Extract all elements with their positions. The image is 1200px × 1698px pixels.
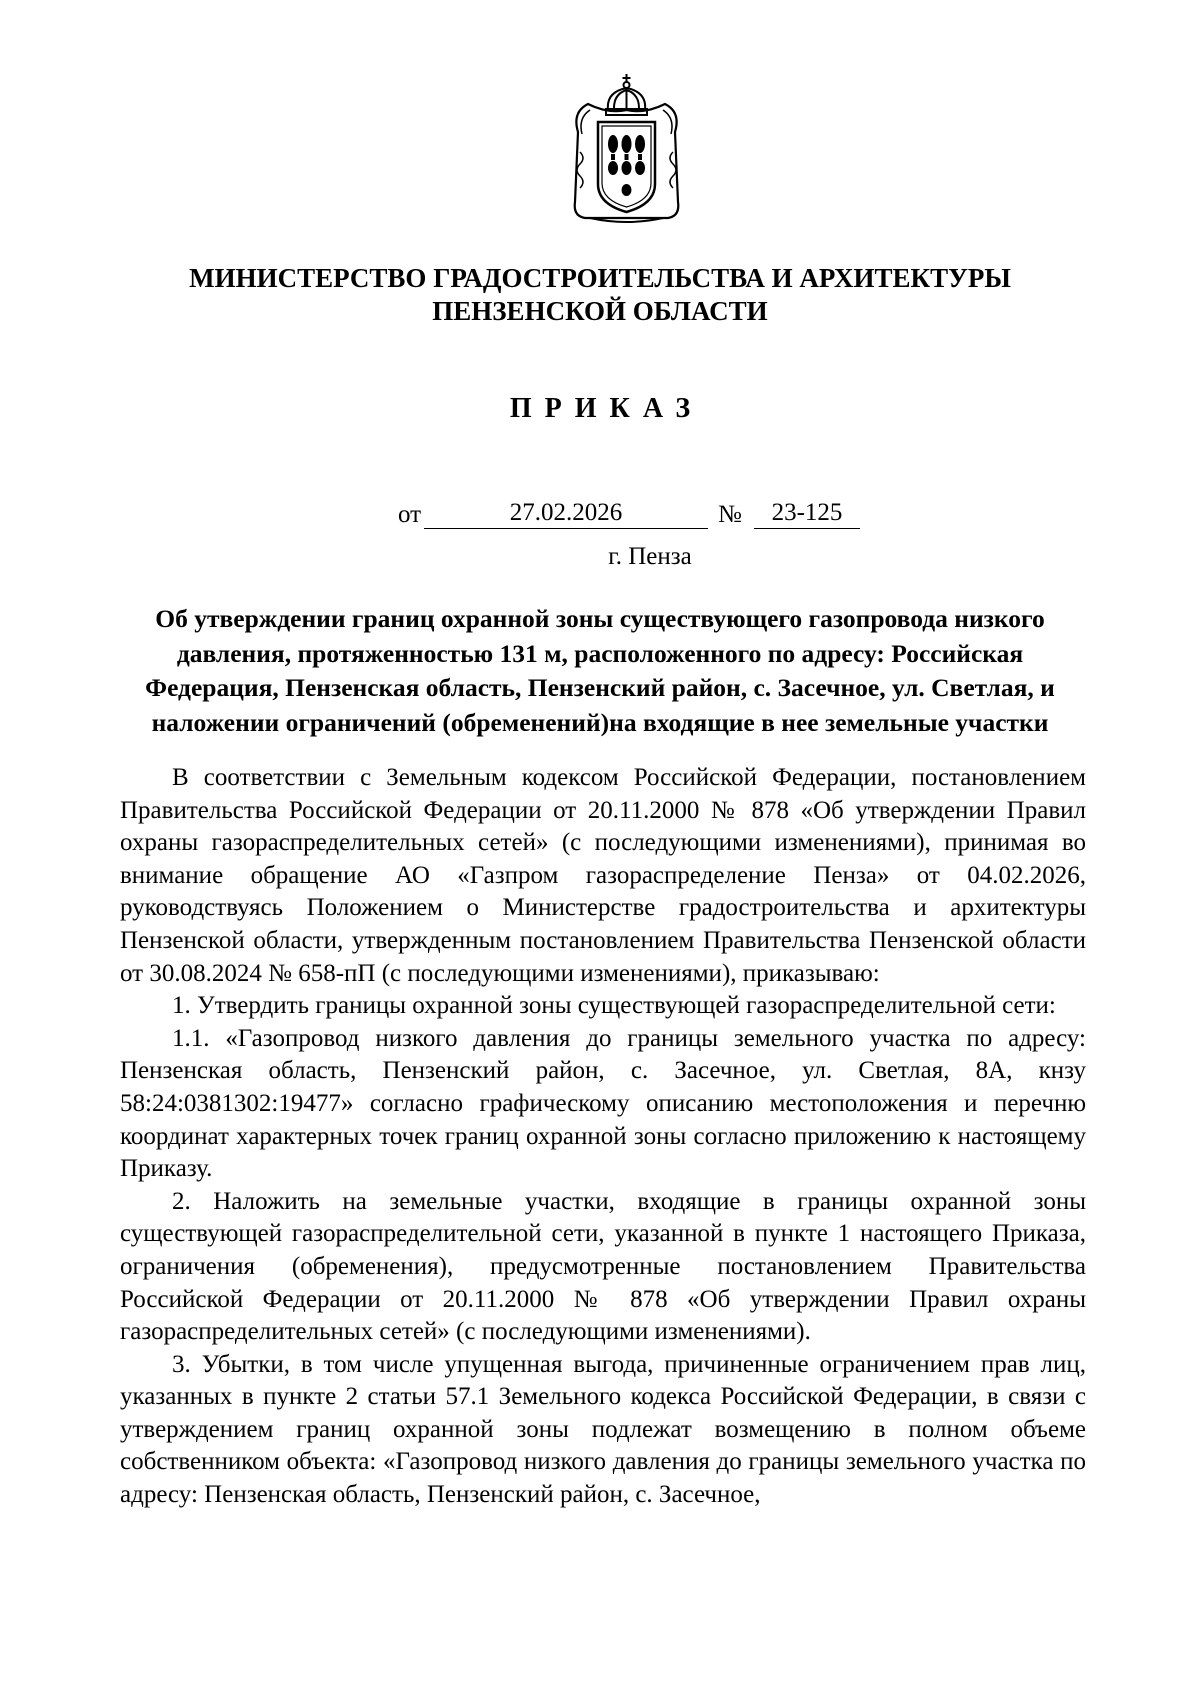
- item-2-paragraph: 2. Наложить на земельные участки, входящие в границы охранной зоны существующей газораспределительной сети, указанной в пункте 1 настоящего Приказа, ограничения (обременения), предусмотренные постановлением Правительства Российской Федерации от 20.11.2000 № 878 «Об утверждении Правил охраны газораспределительных сетей» (с последующими изменениями).: [120, 1187, 1086, 1346]
- ministry-name-line1: МИНИСТЕРСТВО ГРАДОСТРОИТЕЛЬСТВА И АРХИТЕКТУРЫ: [189, 263, 1011, 293]
- document-type-title: ПРИКАЗ: [509, 393, 704, 424]
- item-1-paragraph: 1. Утвердить границы охранной зоны существующей газораспределительной сети:: [172, 992, 1056, 1020]
- document-body: [120, 762, 1086, 1512]
- ministry-name: [0, 262, 1200, 328]
- number-label: №: [718, 501, 742, 528]
- document-number: 23-125: [754, 498, 860, 529]
- penza-coat-of-arms-icon: [568, 72, 685, 226]
- item-3-paragraph: 3. Убытки, в том числе упущенная выгода, причиненные ограничением прав лиц, указанных в пункте 2 статьи 57.1 Земельного кодекса Российской Федерации, в связи с утверждением границ охранной зоны подлежат возмещению в полном объеме собственником объекта: «Газопровод низкого давления до границы земельного участка по адресу: Пензенская область, Пензенский район, с. Засечное,: [120, 1350, 1086, 1509]
- item-1-1-paragraph: 1.1. «Газопровод низкого давления до границы земельного участка по адресу: Пензенская область, Пензенский район, с. Засечное, ул. Светлая, 8А, кнзу 58:24:0381302:19477» согласно графическому описанию местоположения и перечню координат характерных точек границ охранной зоны согласно приложению к настоящему Приказу.: [120, 1024, 1086, 1183]
- city: г. Пенза: [608, 543, 692, 570]
- document-subject: Об утверждении границ охранной зоны существующего газопровода низкого давления, протяженностью 131 м, расположенного по адресу: Российская Федерация, Пензенская область, Пензенский район, с. Засечное, ул. Светлая, и наложении ограничений (обременений)на входящие в нее земельные участки: [145, 604, 1055, 737]
- ministry-name-line2: ПЕНЗЕНСКОЙ ОБЛАСТИ: [432, 296, 768, 326]
- date-label: от: [398, 501, 422, 528]
- document-date: 27.02.2026: [424, 498, 708, 529]
- preamble-paragraph: В соответствии с Земельным кодексом Российской Федерации, постановлением Правительства Российской Федерации от 20.11.2000 № 878 «Об утверждении Правил охраны газораспределительных сетей» (с последующими изменениями), принимая во внимание обращение АО «Газпром газораспределение Пенза» от 04.02.2026, руководствуясь Положением о Министерстве градостроительства и архитектуры Пензенской области, утвержденным постановлением Правительства Пензенской области от 30.08.2024 № 658-пП (с последующими изменениями), приказываю:: [120, 764, 1086, 987]
